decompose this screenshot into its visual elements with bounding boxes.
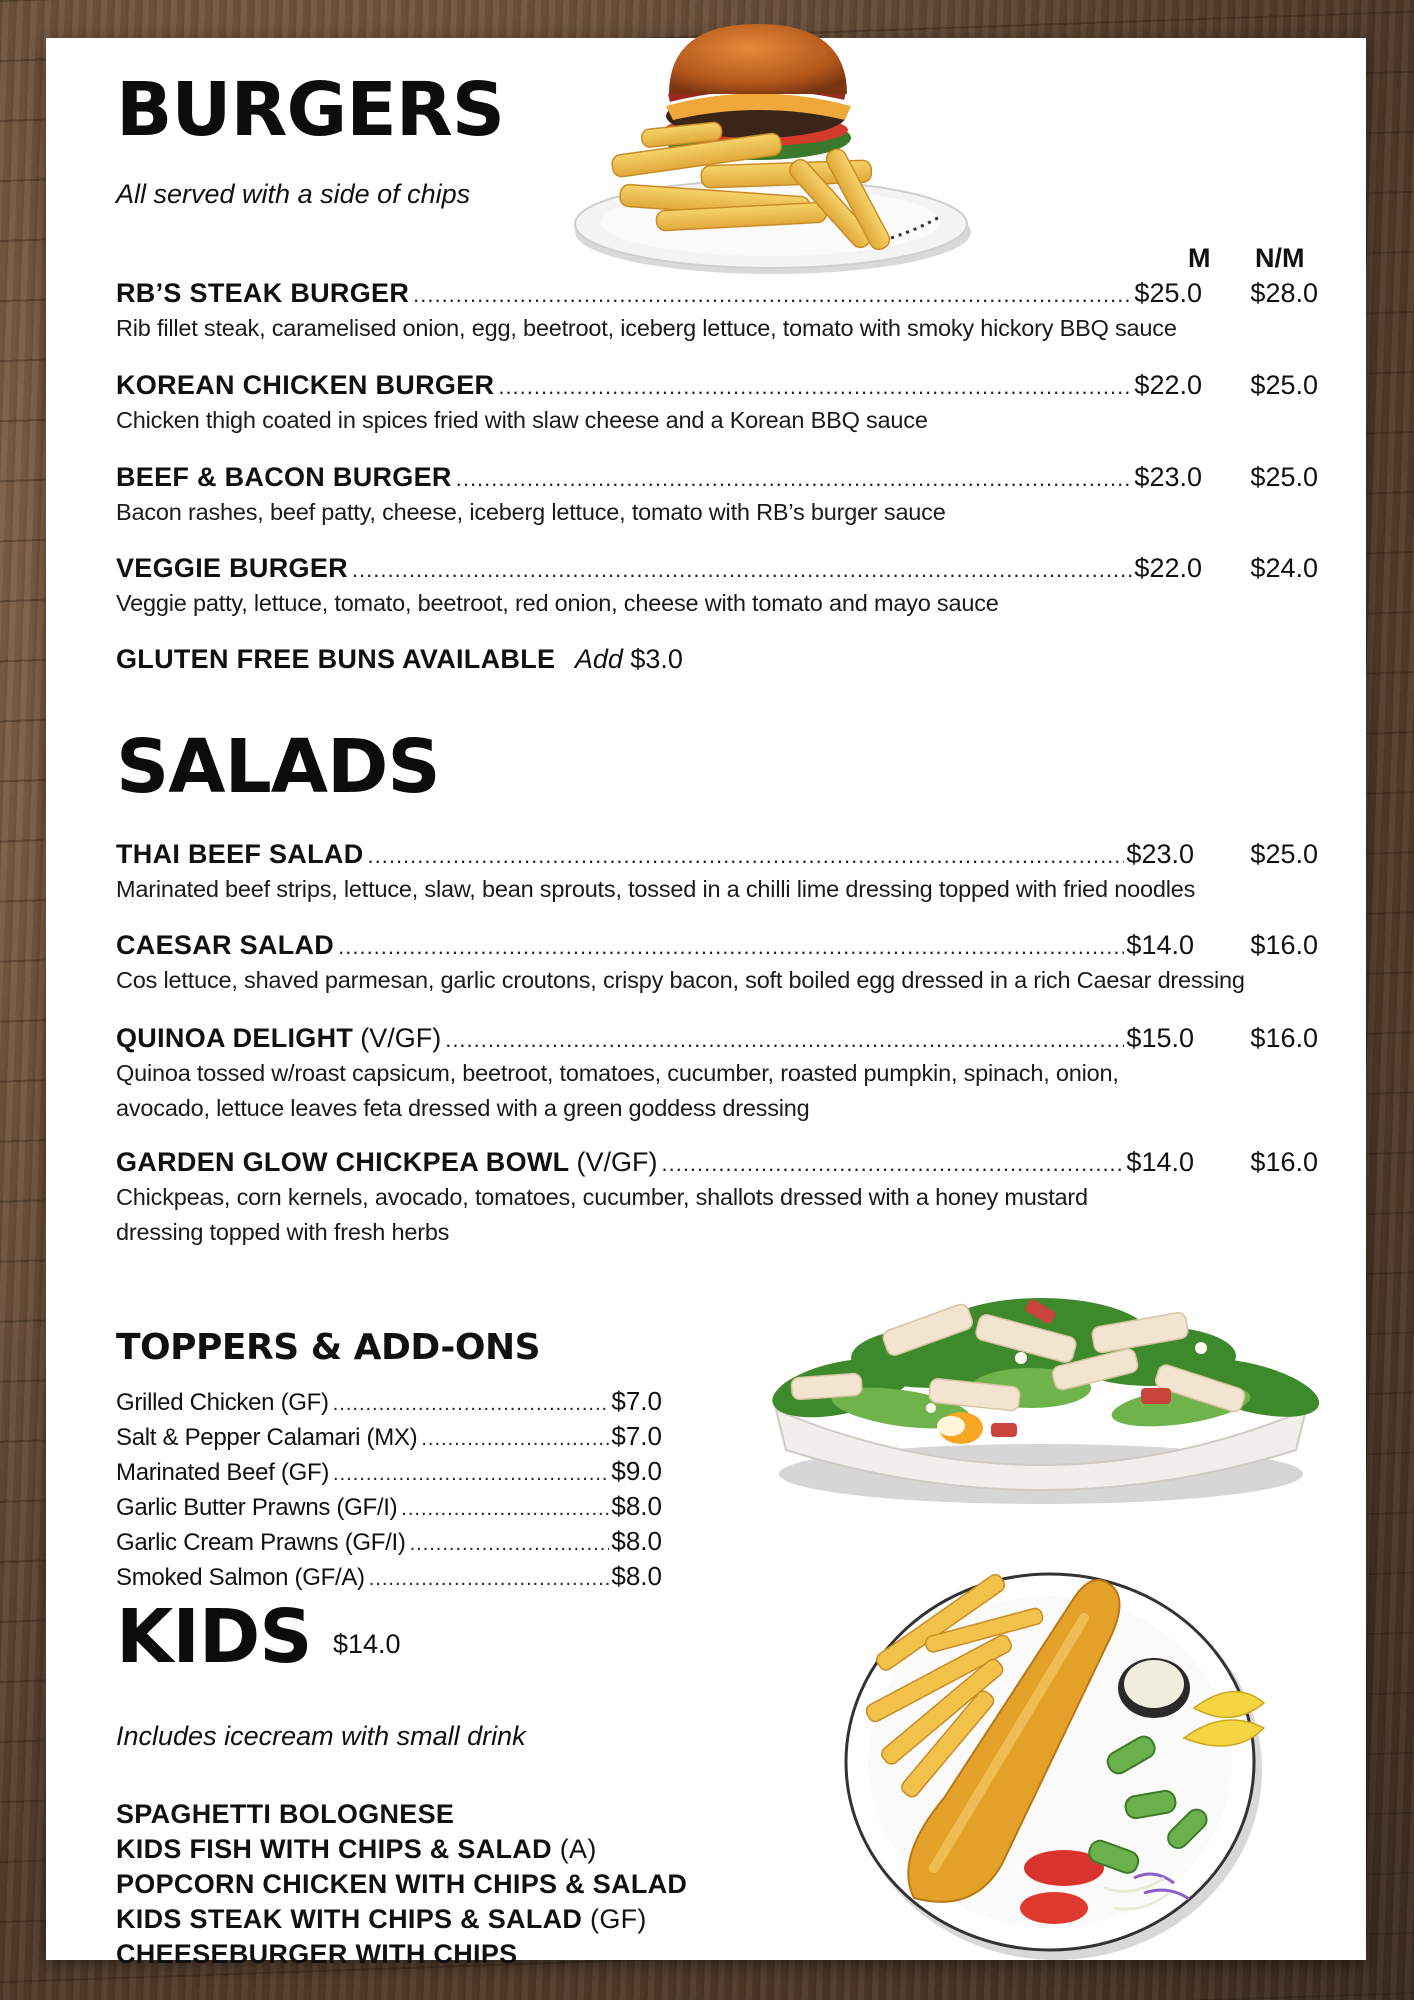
topper-price: $7.0 <box>611 1421 662 1451</box>
kids-item <box>116 1836 597 1863</box>
gluten-free-price: $3.0 <box>630 644 683 674</box>
leader-dots <box>498 376 1132 398</box>
column-header-m: M <box>1188 243 1211 273</box>
price-m: $23.0 <box>1126 839 1194 869</box>
item-description: Quinoa tossed w/roast capsicum, beetroot, tomatoes, cucumber, roasted pumpkin, spinach, onion, avocado, lettuce leaves feta dressed with a green goddess dressing <box>116 1060 1119 1121</box>
topper-item <box>116 1458 662 1485</box>
topper-price: $7.0 <box>611 1386 662 1416</box>
kids-item-name: KIDS STEAK WITH CHIPS & SALAD <box>116 1904 583 1934</box>
leader-dots <box>352 559 1132 581</box>
gluten-free-add: Add <box>574 644 623 674</box>
leader-dots <box>368 845 1125 867</box>
item-tag: (V/GF) <box>360 1023 442 1053</box>
kids-tagline: Includes icecream with small drink <box>116 1721 526 1751</box>
topper-item <box>116 1423 662 1450</box>
kids-item-name: CHEESEBURGER WITH CHIPS <box>116 1939 518 1969</box>
price-nm: $25.0 <box>1250 839 1318 869</box>
menu-item-chickpea-bowl <box>116 1147 1318 1177</box>
kids-price: $14.0 <box>333 1629 401 1659</box>
salads-heading: SALADS <box>116 724 440 810</box>
price-nm: $28.0 <box>1250 278 1318 308</box>
price-m: $22.0 <box>1134 370 1202 400</box>
leader-dots <box>456 468 1133 490</box>
price-m: $25.0 <box>1134 278 1202 308</box>
price-m: $22.0 <box>1134 553 1202 583</box>
item-description: Veggie patty, lettuce, tomato, beetroot, red onion, cheese with tomato and mayo sauce <box>116 590 999 616</box>
menu-item-caesar-salad <box>116 930 1318 960</box>
leader-dots <box>410 1534 610 1554</box>
price-m: $15.0 <box>1126 1023 1194 1053</box>
item-name: QUINOA DELIGHT <box>116 1023 354 1053</box>
item-description: Rib fillet steak, caramelised onion, egg, beetroot, iceberg lettuce, tomato with smoky hickory BBQ sauce <box>116 315 1177 341</box>
kids-heading: KIDS <box>116 1594 312 1680</box>
item-description: Chicken thigh coated in spices fried with slaw cheese and a Korean BBQ sauce <box>116 407 928 433</box>
topper-item <box>116 1528 662 1555</box>
kids-item-tag: (GF) <box>590 1904 647 1934</box>
item-name: THAI BEEF SALAD <box>116 839 364 869</box>
item-description: Bacon rashes, beef patty, cheese, iceberg lettuce, tomato with RB’s burger sauce <box>116 499 946 525</box>
topper-price: $8.0 <box>611 1526 662 1556</box>
toppers-heading: TOPPERS & ADD-ONS <box>116 1327 541 1368</box>
leader-dots <box>333 1394 610 1414</box>
menu-item-steak-burger <box>116 278 1318 308</box>
topper-name: Salt & Pepper Calamari (MX) <box>116 1424 418 1451</box>
leader-dots <box>661 1153 1124 1175</box>
gluten-free-label: GLUTEN FREE BUNS AVAILABLE <box>116 644 556 674</box>
item-name: VEGGIE BURGER <box>116 553 348 583</box>
topper-price: $8.0 <box>611 1561 662 1591</box>
topper-price: $8.0 <box>611 1491 662 1521</box>
kids-item-name: POPCORN CHICKEN WITH CHIPS & SALAD <box>116 1869 688 1899</box>
burgers-tagline: All served with a side of chips <box>116 179 471 209</box>
price-nm: $25.0 <box>1250 370 1318 400</box>
topper-item <box>116 1388 662 1415</box>
item-description: Cos lettuce, shaved parmesan, garlic croutons, crispy bacon, soft boiled egg dressed in a rich Caesar dressing <box>116 967 1245 993</box>
leader-dots <box>445 1029 1124 1051</box>
price-m: $14.0 <box>1126 930 1194 960</box>
menu-item-thai-beef-salad <box>116 839 1318 869</box>
leader-dots <box>421 1429 609 1449</box>
item-tag: (V/GF) <box>576 1147 658 1177</box>
topper-name: Grilled Chicken (GF) <box>116 1389 329 1416</box>
column-header-nm: N/M <box>1255 243 1305 273</box>
leader-dots <box>401 1499 609 1519</box>
menu-page <box>46 38 1366 1969</box>
menu-item-veggie-burger <box>116 553 1318 583</box>
item-name: GARDEN GLOW CHICKPEA BOWL <box>116 1147 570 1177</box>
topper-item <box>116 1563 662 1590</box>
item-name: KOREAN CHICKEN BURGER <box>116 370 495 400</box>
item-description: Marinated beef strips, lettuce, slaw, bean sprouts, tossed in a chilli lime dressing topped with fried noodles <box>116 876 1196 902</box>
burger-plate-image <box>551 6 971 286</box>
topper-name: Garlic Butter Prawns (GF/I) <box>116 1494 398 1521</box>
price-nm: $24.0 <box>1250 553 1318 583</box>
price-nm: $16.0 <box>1250 1147 1318 1177</box>
leader-dots <box>338 936 1124 958</box>
price-m: $23.0 <box>1134 462 1202 492</box>
item-name: BEEF & BACON BURGER <box>116 462 452 492</box>
leader-dots <box>369 1569 610 1589</box>
topper-name: Marinated Beef (GF) <box>116 1459 330 1486</box>
menu-item-quinoa-delight <box>116 1023 1318 1053</box>
item-description: Chickpeas, corn kernels, avocado, tomatoes, cucumber, shallots dressed with a honey mustard dressing topped with fresh herbs <box>116 1184 1088 1245</box>
caesar-salad-image <box>731 1238 1351 1518</box>
kids-item-tag: (A) <box>559 1834 597 1864</box>
kids-item <box>116 1906 647 1933</box>
leader-dots <box>413 284 1132 306</box>
menu-item-korean-chicken-burger <box>116 370 1318 400</box>
menu-item-beef-bacon-burger <box>116 462 1318 492</box>
topper-price: $9.0 <box>611 1456 662 1486</box>
kids-item <box>116 1871 687 1898</box>
topper-item <box>116 1493 662 1520</box>
kids-item-name: KIDS FISH WITH CHIPS & SALAD <box>116 1834 552 1864</box>
kids-item <box>116 1941 517 1968</box>
kids-item <box>116 1801 454 1828</box>
kids-item-name: SPAGHETTI BOLOGNESE <box>116 1799 455 1829</box>
item-name: RB’S STEAK BURGER <box>116 278 410 308</box>
price-nm: $16.0 <box>1250 930 1318 960</box>
price-nm: $25.0 <box>1250 462 1318 492</box>
item-name: CAESAR SALAD <box>116 930 335 960</box>
price-m: $14.0 <box>1126 1147 1194 1177</box>
leader-dots <box>333 1464 609 1484</box>
price-nm: $16.0 <box>1250 1023 1318 1053</box>
burgers-heading: BURGERS <box>116 67 505 153</box>
fish-and-chips-image <box>804 1538 1304 1978</box>
topper-name: Smoked Salmon (GF/A) <box>116 1564 365 1591</box>
topper-name: Garlic Cream Prawns (GF/I) <box>116 1529 406 1556</box>
gluten-free-note <box>116 646 683 673</box>
